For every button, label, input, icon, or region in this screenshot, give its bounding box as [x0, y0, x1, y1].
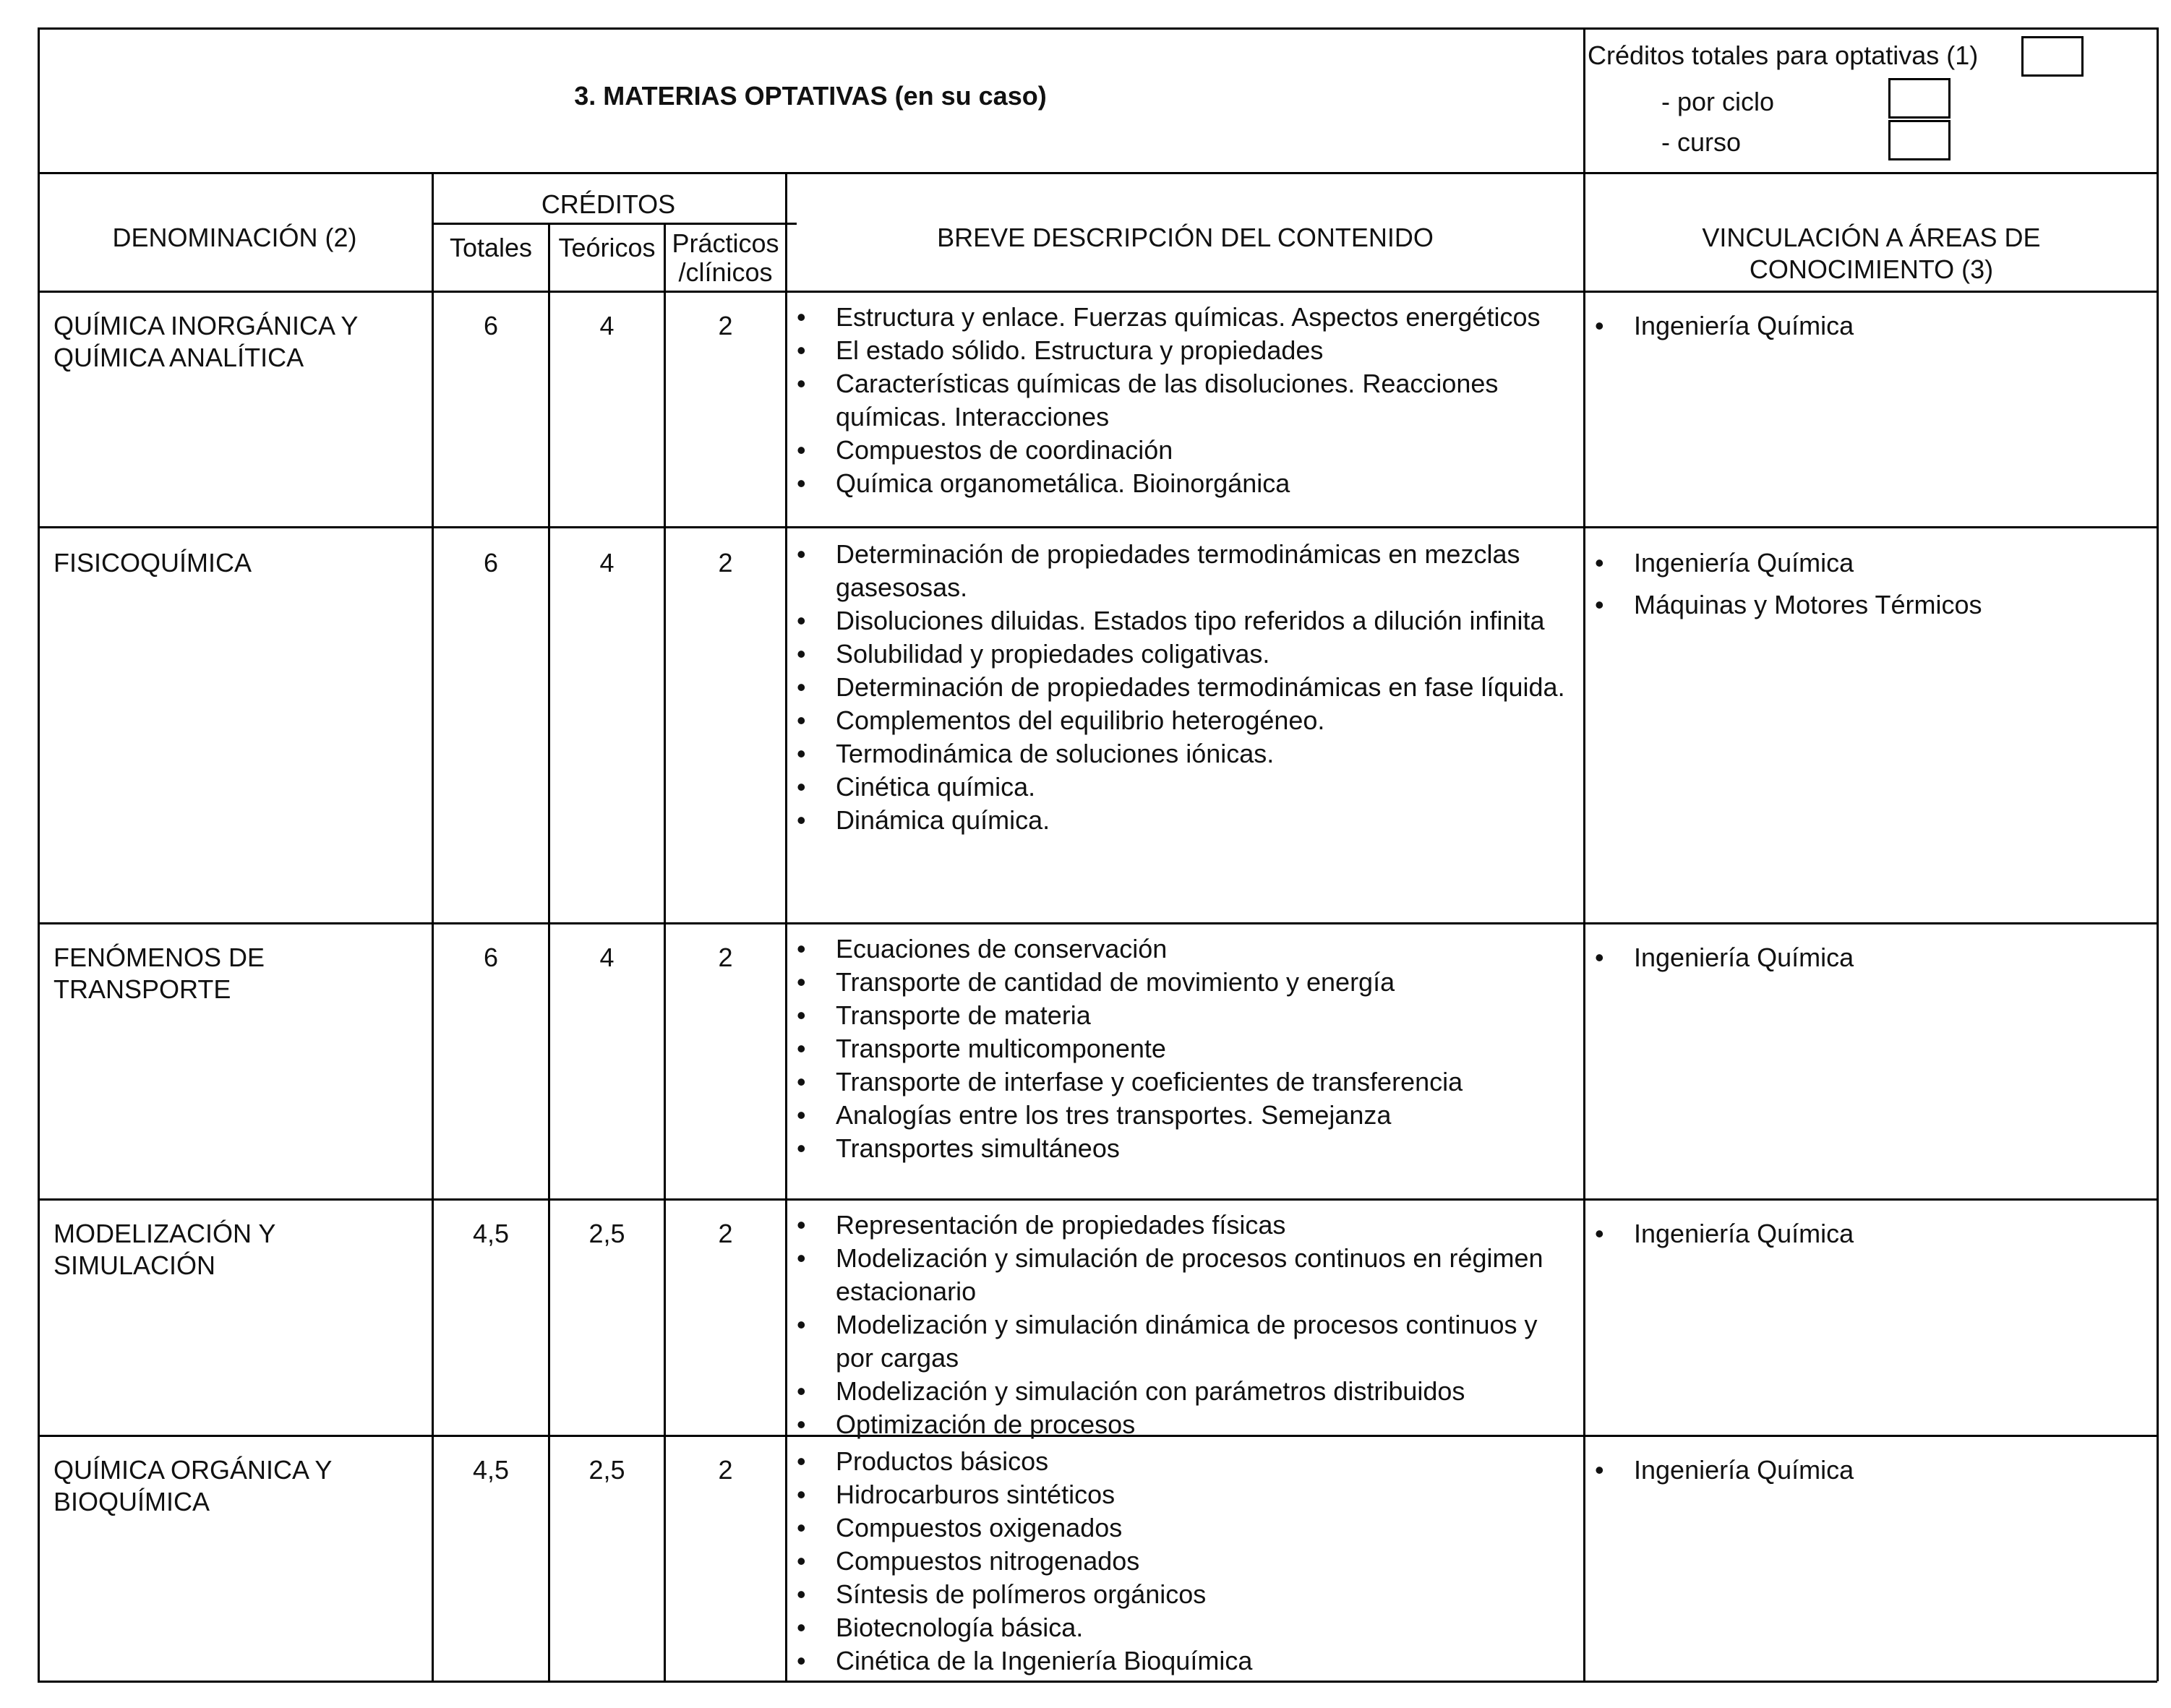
- content-item: [789, 932, 1570, 966]
- bullet-icon: •: [1595, 590, 1604, 619]
- content-item: [789, 1408, 1570, 1441]
- credits-per-cycle-label: - por ciclo: [1661, 87, 1775, 116]
- bullet-icon: •: [797, 1100, 806, 1130]
- bullet-icon: •: [797, 435, 806, 465]
- bullet-icon: •: [797, 772, 806, 802]
- subject-name-line2: BIOQUÍMICA: [53, 1487, 210, 1516]
- content-list: [789, 1445, 1570, 1678]
- content-item: [789, 966, 1570, 999]
- subject-name-line2: SIMULACIÓN: [53, 1250, 216, 1280]
- content-item-text: Compuestos de coordinación: [836, 435, 1173, 465]
- credits-practicos: 2: [718, 1219, 733, 1248]
- area-item: [1588, 546, 2144, 580]
- credits-practicos: 2: [718, 1455, 733, 1485]
- content-item-text: Compuestos oxigenados: [836, 1513, 1123, 1542]
- bullet-icon: •: [797, 1210, 806, 1240]
- content-item-text: Biotecnología básica.: [836, 1613, 1084, 1642]
- bullet-icon: •: [797, 739, 806, 768]
- area-item: [1588, 941, 2144, 974]
- content-item: [789, 1445, 1570, 1478]
- header-totales: Totales: [449, 233, 533, 262]
- bullet-icon: •: [1595, 943, 1604, 972]
- bullet-icon: •: [797, 705, 806, 735]
- section-title: 3. MATERIAS OPTATIVAS (en su caso): [574, 81, 1047, 111]
- bullet-icon: •: [797, 302, 806, 332]
- subject-name: QUÍMICA INORGÁNICA Y: [53, 311, 359, 340]
- rule-credits-group: [432, 223, 797, 225]
- area-list: [1588, 1454, 2144, 1495]
- credits-practicos: 2: [718, 311, 733, 340]
- bullet-icon: •: [797, 1513, 806, 1542]
- content-item-text: Optimización de procesos: [836, 1409, 1136, 1439]
- bullet-icon: •: [797, 639, 806, 669]
- bullet-icon: •: [797, 1376, 806, 1406]
- content-list: [789, 1209, 1570, 1441]
- bullet-icon: •: [1595, 311, 1604, 340]
- rule-title-bottom: [38, 172, 2157, 174]
- bullet-icon: •: [797, 1546, 806, 1576]
- content-item: [789, 1545, 1570, 1578]
- bullet-icon: •: [1595, 1219, 1604, 1248]
- bullet-icon: •: [797, 1067, 806, 1097]
- content-list: [789, 301, 1570, 500]
- header-practicos: Prácticos: [672, 228, 779, 258]
- credits-teoricos: 4: [599, 943, 615, 972]
- credits-teoricos: 2,5: [588, 1455, 625, 1485]
- area-item-text: Ingeniería Química: [1634, 311, 1854, 340]
- content-item-text: Transporte de cantidad de movimiento y energía: [836, 967, 1395, 997]
- content-item-text: Modelización y simulación de procesos continuos en régimen estacionario: [836, 1243, 1543, 1306]
- content-item: [789, 1209, 1570, 1242]
- area-list: [1588, 546, 2144, 630]
- content-item: [789, 1132, 1570, 1165]
- bullet-icon: •: [1595, 1455, 1604, 1485]
- content-item-text: Hidrocarburos sintéticos: [836, 1480, 1116, 1509]
- content-list: [789, 932, 1570, 1165]
- credits-totales: 6: [483, 311, 499, 340]
- content-item: [789, 604, 1570, 638]
- header-conocimiento: CONOCIMIENTO (3): [1749, 254, 1994, 284]
- bullet-icon: •: [797, 1034, 806, 1063]
- credits-totales: 6: [483, 943, 499, 972]
- rule-row2-bottom: [38, 922, 2157, 924]
- bullet-icon: •: [797, 335, 806, 365]
- credits-teoricos: 2,5: [588, 1219, 625, 1248]
- bullet-icon: •: [797, 1646, 806, 1675]
- content-item-text: Analogías entre los tres transportes. Semejanza: [836, 1100, 1392, 1130]
- content-item: [789, 771, 1570, 804]
- area-item-text: Ingeniería Química: [1634, 1455, 1854, 1485]
- content-item-text: Modelización y simulación dinámica de procesos continuos y por cargas: [836, 1310, 1538, 1373]
- rule-table-bottom: [38, 1681, 2157, 1683]
- bullet-icon: •: [797, 1480, 806, 1509]
- content-item-text: Determinación de propiedades termodinámicas en fase líquida.: [836, 672, 1565, 702]
- subject-name-line2: QUÍMICA ANALÍTICA: [53, 343, 304, 372]
- area-list: [1588, 941, 2144, 983]
- subject-name: MODELIZACIÓN Y: [53, 1219, 276, 1248]
- content-item-text: Dinámica química.: [836, 805, 1050, 835]
- credits-total-box[interactable]: [2021, 36, 2084, 77]
- area-item: [1588, 309, 2144, 343]
- content-item: [789, 1099, 1570, 1132]
- content-item: [789, 1375, 1570, 1408]
- content-item-text: Representación de propiedades físicas: [836, 1210, 1286, 1240]
- bullet-icon: •: [797, 539, 806, 569]
- area-list: [1588, 1217, 2144, 1259]
- content-item-text: Productos básicos: [836, 1446, 1049, 1476]
- credits-course-label: - curso: [1661, 127, 1742, 157]
- credits-teoricos: 4: [599, 311, 615, 340]
- content-item-text: Transporte de materia: [836, 1000, 1091, 1030]
- content-item-text: Cinética química.: [836, 772, 1036, 802]
- content-item: [789, 671, 1570, 704]
- rule-row1-bottom: [38, 526, 2157, 528]
- bullet-icon: •: [797, 1613, 806, 1642]
- credits-total-label: Créditos totales para optativas (1): [1588, 40, 1979, 70]
- header-teoricos: Teóricos: [558, 233, 656, 262]
- content-item-text: Transporte multicomponente: [836, 1034, 1166, 1063]
- content-item-text: El estado sólido. Estructura y propiedades: [836, 335, 1324, 365]
- content-item-text: Transportes simultáneos: [836, 1133, 1120, 1163]
- content-item-text: Cinética de la Ingeniería Bioquímica: [836, 1646, 1253, 1675]
- bullet-icon: •: [797, 1310, 806, 1339]
- content-item: [789, 804, 1570, 837]
- content-item: [789, 1578, 1570, 1611]
- content-item-text: Complementos del equilibrio heterogéneo.: [836, 705, 1325, 735]
- bullet-icon: •: [797, 369, 806, 398]
- area-item-text: Ingeniería Química: [1634, 943, 1854, 972]
- content-item-text: Determinación de propiedades termodinámicas en mezclas gasesosas.: [836, 539, 1520, 602]
- credits-totales: 6: [483, 548, 499, 578]
- bullet-icon: •: [797, 1579, 806, 1609]
- bullet-icon: •: [797, 606, 806, 635]
- credits-totales: 4,5: [472, 1219, 510, 1248]
- content-item-text: Compuestos nitrogenados: [836, 1546, 1140, 1576]
- subject-name: FENÓMENOS DE: [53, 943, 265, 972]
- content-item: [789, 467, 1570, 500]
- area-item-text: Máquinas y Motores Térmicos: [1634, 590, 1982, 619]
- content-item: [789, 704, 1570, 737]
- content-item: [789, 737, 1570, 771]
- bullet-icon: •: [797, 1409, 806, 1439]
- content-item: [789, 999, 1570, 1032]
- bullet-icon: •: [797, 805, 806, 835]
- area-item: [1588, 1454, 2144, 1487]
- content-item: [789, 1611, 1570, 1644]
- content-item: [789, 1478, 1570, 1511]
- content-item-text: Ecuaciones de conservación: [836, 934, 1168, 964]
- content-item: [789, 367, 1570, 434]
- area-item: [1588, 1217, 2144, 1250]
- bullet-icon: •: [797, 1000, 806, 1030]
- credits-per-cycle-box[interactable]: [1888, 78, 1951, 119]
- subject-name: FISICOQUÍMICA: [53, 548, 252, 578]
- content-item-text: Termodinámica de soluciones iónicas.: [836, 739, 1275, 768]
- credits-course-box[interactable]: [1888, 120, 1951, 160]
- rule-col-practicos: [785, 172, 787, 1683]
- content-item: [789, 638, 1570, 671]
- header-denominacion: DENOMINACIÓN (2): [112, 223, 357, 252]
- header-creditos: CRÉDITOS: [541, 189, 676, 219]
- content-item-text: Modelización y simulación con parámetros distribuidos: [836, 1376, 1465, 1406]
- content-item-text: Síntesis de polímeros orgánicos: [836, 1579, 1207, 1609]
- bullet-icon: •: [797, 1243, 806, 1273]
- content-item-text: Química organometálica. Bioinorgánica: [836, 468, 1290, 498]
- content-item: [789, 1065, 1570, 1099]
- bullet-icon: •: [1595, 548, 1604, 578]
- credits-totales: 4,5: [472, 1455, 510, 1485]
- area-item: [1588, 588, 2144, 622]
- rule-row3-bottom: [38, 1198, 2157, 1201]
- subject-name-line2: TRANSPORTE: [53, 974, 231, 1004]
- bullet-icon: •: [797, 672, 806, 702]
- bullet-icon: •: [797, 468, 806, 498]
- content-item: [789, 1242, 1570, 1308]
- content-item-text: Estructura y enlace. Fuerzas químicas. Aspectos energéticos: [836, 302, 1541, 332]
- optional-subjects-sheet: [38, 27, 2157, 1683]
- content-list: [789, 538, 1570, 837]
- credits-practicos: 2: [718, 548, 733, 578]
- content-item: [789, 1308, 1570, 1375]
- bullet-icon: •: [797, 967, 806, 997]
- credits-teoricos: 4: [599, 548, 615, 578]
- header-vinculacion: VINCULACIÓN A ÁREAS DE: [1702, 223, 2041, 252]
- header-descripcion: BREVE DESCRIPCIÓN DEL CONTENIDO: [937, 223, 1434, 252]
- content-item: [789, 538, 1570, 604]
- content-item: [789, 1032, 1570, 1065]
- content-item-text: Características químicas de las disoluciones. Reacciones químicas. Interacciones: [836, 369, 1499, 432]
- content-item-text: Solubilidad y propiedades coligativas.: [836, 639, 1270, 669]
- content-item: [789, 301, 1570, 334]
- content-item: [789, 334, 1570, 367]
- subject-name: QUÍMICA ORGÁNICA Y: [53, 1455, 333, 1485]
- bullet-icon: •: [797, 934, 806, 964]
- content-item: [789, 1644, 1570, 1678]
- credits-practicos: 2: [718, 943, 733, 972]
- content-item: [789, 434, 1570, 467]
- bullet-icon: •: [797, 1133, 806, 1163]
- content-item-text: Transporte de interfase y coeficientes de transferencia: [836, 1067, 1463, 1097]
- rule-header-bottom: [38, 291, 2157, 293]
- content-item: [789, 1511, 1570, 1545]
- content-item-text: Disoluciones diluidas. Estados tipo referidos a dilución infinita: [836, 606, 1545, 635]
- area-item-text: Ingeniería Química: [1634, 1219, 1854, 1248]
- area-list: [1588, 309, 2144, 351]
- header-clinicos: /clínicos: [678, 257, 773, 287]
- bullet-icon: •: [797, 1446, 806, 1476]
- area-item-text: Ingeniería Química: [1634, 548, 1854, 578]
